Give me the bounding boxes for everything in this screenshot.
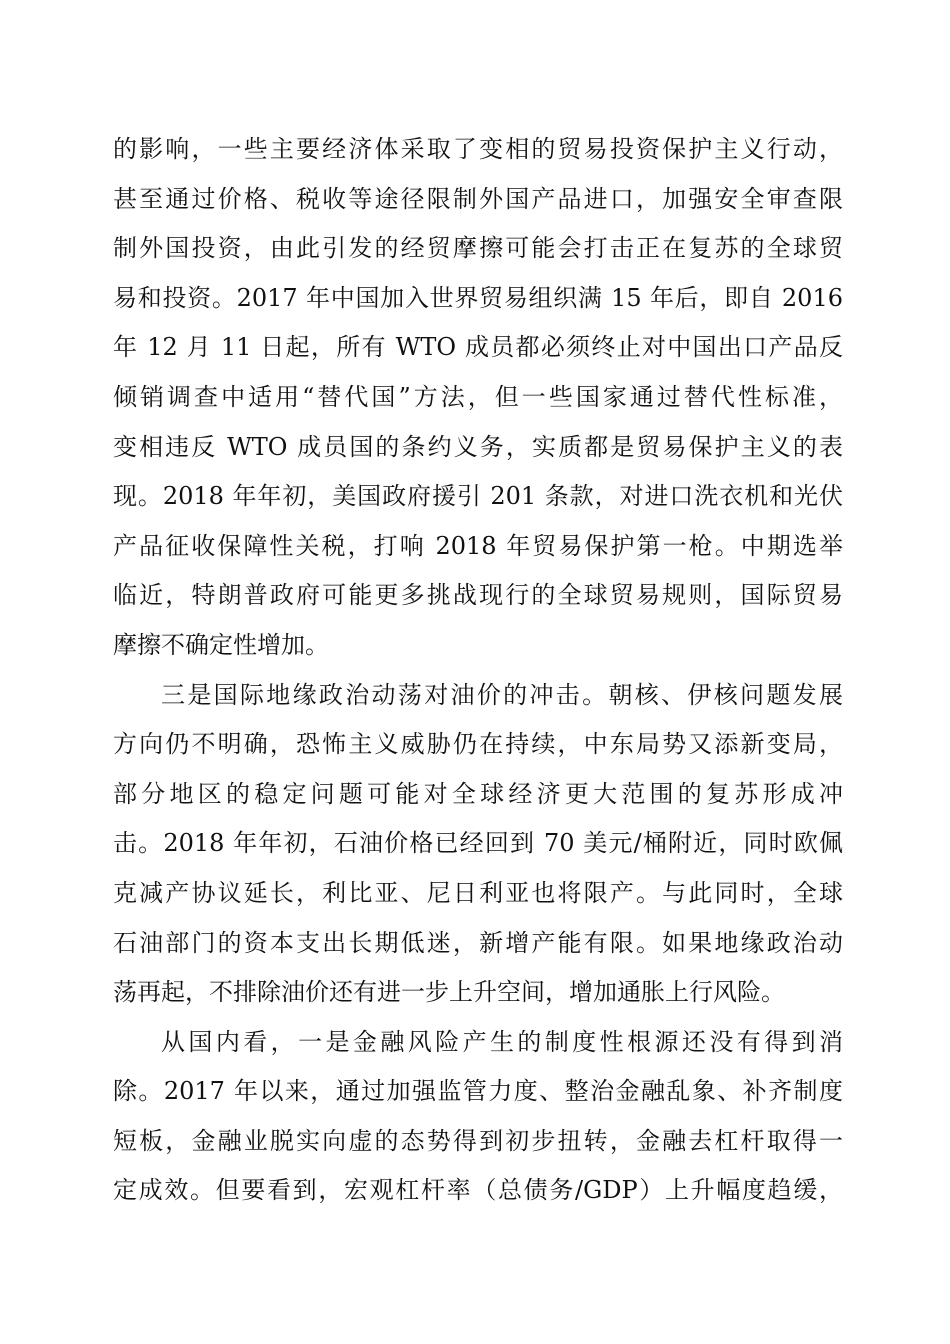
paragraph-trade-protection: [113, 125, 843, 671]
text-line: 的影响，一些主要经济体采取了变相的贸易投资保护主义行动，: [113, 135, 843, 163]
text-line: 击。2018 年年初，石油价格已经回到 70 美元/桶附近，同时欧佩: [113, 829, 843, 858]
paragraph-oil-price: [113, 671, 843, 1018]
text-line: 现。2018 年年初，美国政府援引 201 条款，对进口洗衣机和光伏: [113, 482, 843, 511]
text-line: 定成效。但要看到，宏观杠杆率（总债务/GDP）上升幅度趋缓，: [113, 1176, 843, 1205]
text-line: 倾销调查中适用“替代国”方法，但一些国家通过替代性标准，: [113, 382, 843, 411]
body-text: [113, 125, 843, 1216]
text-line: 临近，特朗普政府可能更多挑战现行的全球贸易规则，国际贸易: [113, 581, 843, 610]
text-line: 年 12 月 11 日起，所有 WTO 成员都必须终止对中国出口产品反: [113, 333, 843, 362]
text-line: 摩擦不确定性增加。: [113, 630, 329, 659]
paragraph-financial-risk: [113, 1018, 843, 1216]
text-line: 三是国际地缘政治动荡对油价的冲击。朝核、伊核问题发展: [161, 680, 843, 709]
text-line: 部分地区的稳定问题可能对全球经济更大范围的复苏形成冲: [113, 779, 843, 808]
text-line: 从国内看，一是金融风险产生的制度性根源还没有得到消: [161, 1027, 843, 1056]
text-line: 产品征收保障性关税，打响 2018 年贸易保护第一枪。中期选举: [113, 531, 843, 560]
text-line: 变相违反 WTO 成员国的条约义务，实质都是贸易保护主义的表: [113, 432, 843, 461]
text-line: 方向仍不明确，恐怖主义威胁仍在持续，中东局势又添新变局，: [113, 730, 843, 759]
text-line: 制外国投资，由此引发的经贸摩擦可能会打击正在复苏的全球贸: [113, 234, 843, 263]
text-line: 除。2017 年以来，通过加强监管力度、整治金融乱象、补齐制度: [113, 1077, 843, 1106]
text-line: 易和投资。2017 年中国加入世界贸易组织满 15 年后，即自 2016: [113, 283, 843, 312]
text-line: 荡再起，不排除油价还有进一步上升空间，增加通胀上行风险。: [113, 978, 785, 1007]
text-line: 石油部门的资本支出长期低迷，新增产能有限。如果地缘政治动: [113, 928, 843, 957]
text-line: 短板，金融业脱实向虚的态势得到初步扭转，金融去杠杆取得一: [113, 1126, 843, 1155]
text-line: 克减产协议延长，利比亚、尼日利亚也将限产。与此同时，全球: [113, 878, 843, 907]
text-line: 甚至通过价格、税收等途径限制外国产品进口，加强安全审查限: [113, 184, 843, 213]
